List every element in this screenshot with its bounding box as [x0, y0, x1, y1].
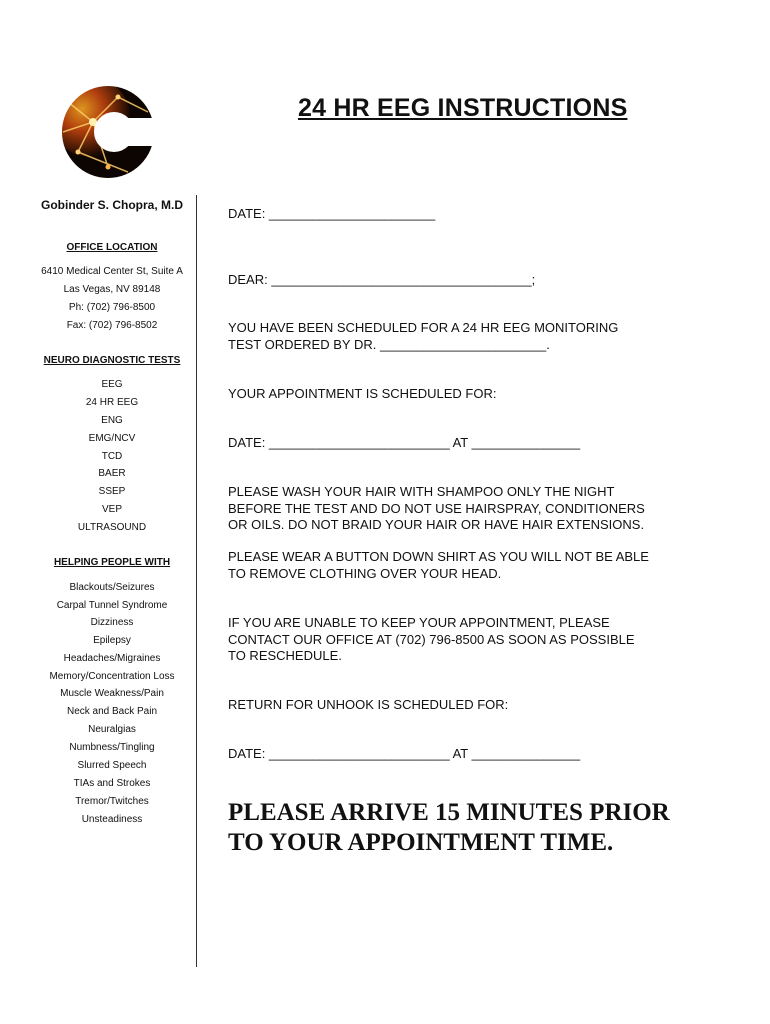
office-address-line: 6410 Medical Center St, Suite A — [41, 266, 183, 277]
condition-item: Epilepsy — [93, 635, 131, 646]
condition-item: TIAs and Strokes — [73, 778, 151, 789]
condition-item: Carpal Tunnel Syndrome — [56, 600, 168, 611]
test-item: TCD — [101, 451, 123, 462]
wash-instruction-line: BEFORE THE TEST AND DO NOT USE HAIRSPRAY, CONDITIONERS — [228, 501, 645, 516]
arrive-line: PLEASE ARRIVE 15 MINUTES PRIOR — [228, 799, 670, 826]
office-fax-line: Fax: (702) 796-8502 — [66, 320, 158, 331]
test-item: BAER — [98, 468, 126, 479]
appointment-date-field-line[interactable]: DATE: _________________________ AT _______________ — [228, 435, 581, 450]
scheduled-line-1: YOU HAVE BEEN SCHEDULED FOR A 24 HR EEG MONITORING — [228, 320, 619, 335]
reschedule-line: CONTACT OUR OFFICE AT (702) 796-8500 AS SOON AS POSSIBLE — [228, 632, 635, 647]
test-item: SSEP — [98, 486, 126, 497]
condition-item: Neck and Back Pain — [66, 706, 158, 717]
condition-item: Slurred Speech — [77, 760, 147, 771]
ordered-by-field-line[interactable]: TEST ORDERED BY DR. _______________________. — [228, 337, 550, 352]
test-item: VEP — [101, 504, 122, 515]
condition-item: Unsteadiness — [81, 814, 143, 825]
office-location-heading: OFFICE LOCATION — [66, 242, 158, 253]
reschedule-line: TO RESCHEDULE. — [228, 648, 342, 663]
wash-instruction-line: OR OILS. DO NOT BRAID YOUR HAIR OR HAVE HAIR EXTENSIONS. — [228, 517, 645, 532]
condition-item: Headaches/Migraines — [63, 653, 161, 664]
test-item: ULTRASOUND — [77, 522, 147, 533]
test-item: 24 HR EEG — [85, 397, 139, 408]
condition-item: Memory/Concentration Loss — [49, 671, 175, 682]
test-item: EMG/NCV — [88, 433, 136, 444]
reschedule-line: IF YOU ARE UNABLE TO KEEP YOUR APPOINTMENT, PLEASE — [228, 615, 610, 630]
helping-heading: HELPING PEOPLE WITH — [53, 557, 171, 568]
shirt-instruction-line: PLEASE WEAR A BUTTON DOWN SHIRT AS YOU WILL NOT BE ABLE — [228, 549, 649, 564]
condition-item: Neuralgias — [88, 724, 136, 735]
unhook-date-field-line[interactable]: DATE: _________________________ AT _______________ — [228, 746, 581, 761]
appointment-label: YOUR APPOINTMENT IS SCHEDULED FOR: — [228, 386, 497, 401]
condition-item: Tremor/Twitches — [75, 796, 149, 807]
office-city-line: Las Vegas, NV 89148 — [63, 284, 161, 295]
arrive-early-notice — [228, 798, 670, 858]
condition-item: Dizziness — [90, 617, 134, 628]
arrive-line: TO YOUR APPOINTMENT TIME. — [228, 829, 614, 856]
sidebar-divider — [196, 195, 197, 967]
shirt-instruction-line: TO REMOVE CLOTHING OVER YOUR HEAD. — [228, 566, 502, 581]
condition-item: Muscle Weakness/Pain — [60, 688, 164, 699]
doctor-name: Gobinder S. Chopra, M.D — [40, 198, 183, 212]
unhook-label: RETURN FOR UNHOOK IS SCHEDULED FOR: — [228, 697, 509, 712]
date-field-line[interactable]: DATE: _______________________ — [228, 206, 436, 221]
dear-field-line[interactable]: DEAR: ____________________________________; — [228, 272, 536, 287]
condition-item: Numbness/Tingling — [69, 742, 155, 753]
wash-instruction-line: PLEASE WASH YOUR HAIR WITH SHAMPOO ONLY THE NIGHT — [228, 484, 615, 499]
page-title: 24 HR EEG INSTRUCTIONS — [298, 94, 628, 122]
tests-heading: NEURO DIAGNOSTIC TESTS — [43, 355, 181, 366]
test-item: EEG — [101, 379, 123, 390]
office-phone-line: Ph: (702) 796-8500 — [68, 302, 156, 313]
c-logo-neuron-icon — [58, 82, 158, 182]
condition-item: Blackouts/Seizures — [69, 582, 155, 593]
test-item: ENG — [101, 415, 123, 426]
